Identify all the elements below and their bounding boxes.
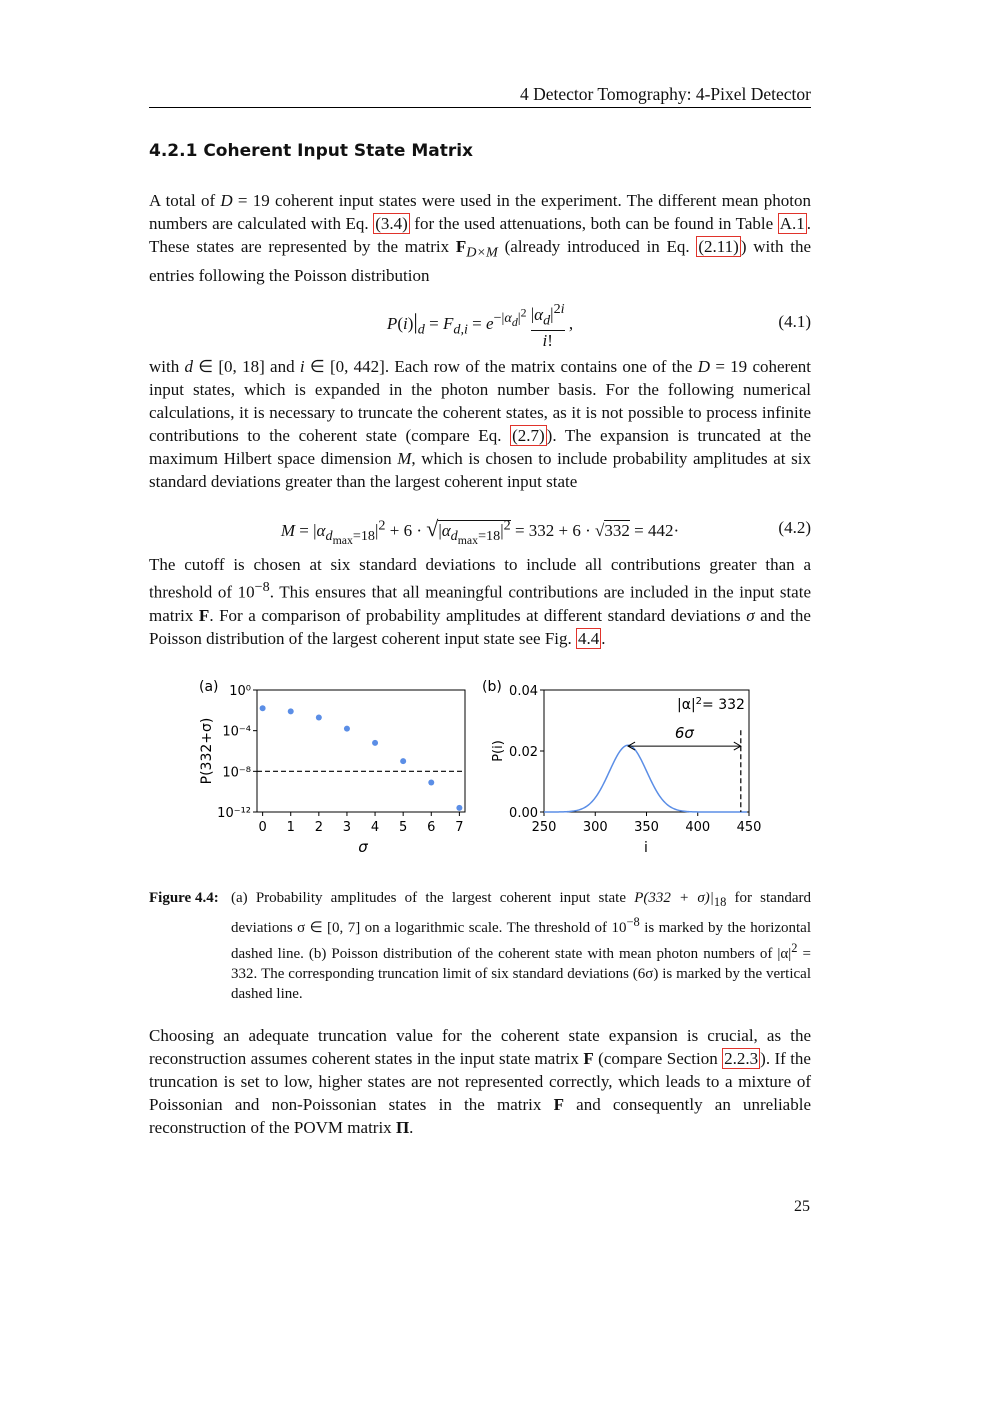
paragraph-truncation: with d ∈ [0, 18] and i ∈ [0, 442]. Each row of the matrix contains one of the D = 19 coherent input states, which is expanded in the photon number basis. For the following numerical calculations, it is necessary to truncate the coherent states, as it is not possible to process infinite contributions to the coherent state (compare Eq. (2.7) ). The expansion is truncated at the maximum Hilbert space dimension M, which is chosen to include probability amplitudes at six standard deviations greater than the largest coherent input state (149, 357, 811, 491)
equation-link-3-4[interactable]: (3.4) (375, 214, 408, 233)
equation-number: (4.1) (778, 312, 811, 331)
panel-a-label: (a) (199, 679, 219, 695)
data-point (260, 705, 266, 711)
x-tick-label: 450 (736, 820, 762, 835)
data-point (400, 758, 406, 764)
equation-number: (4.2) (778, 518, 811, 537)
caption-label: Figure 4.4: (149, 890, 219, 906)
six-sigma-label: 6σ (674, 724, 694, 743)
x-tick-label: 300 (582, 820, 608, 835)
panel-b (482, 679, 761, 856)
paragraph-intro: A total of D = 19 coherent input states were used in the experiment. The different mean photon numbers are calculated with Eq. (3.4) for the used attenuations, both can be found in Table A.1 . These states are represented by the matrix $F_{D\times M}$ (already introduced in Eq. (2.11) ) with the entries following the Poisson distribution (149, 191, 811, 286)
data-point (316, 714, 322, 720)
data-point (428, 780, 434, 786)
equation-4-1: $P(i)|_d = F_{d,i} = e^{-|\alpha_d|^2}$ $\frac{|\alpha_d|^{2i}}{i!}$ , (4.1) (386, 301, 811, 351)
panel-a-axes (257, 690, 465, 812)
data-point (344, 726, 350, 732)
equation-link-2-7[interactable]: (2.7) (512, 426, 545, 445)
panel-b-xlabel: i (644, 840, 648, 856)
figure-caption (149, 888, 811, 1004)
x-tick-label: 6 (427, 820, 436, 835)
x-tick-label: 4 (370, 820, 380, 835)
section-heading: 4.2.1 Coherent Input State Matrix (149, 141, 474, 161)
y-tick-label: 0.00 (509, 806, 538, 821)
panel-a-ylabel: P(332+σ) (199, 717, 215, 785)
data-point (288, 708, 294, 714)
x-tick-label: 1 (286, 820, 295, 835)
running-header (149, 84, 811, 108)
panel-b-label: (b) (482, 679, 502, 695)
x-tick-label: 400 (685, 820, 711, 835)
y-tick-label: 10⁻¹² (217, 806, 251, 821)
x-tick-label: 5 (399, 820, 408, 835)
caption-text: (a) Probability amplitudes of the largest coherent input state $P(332 + \sigma)|_{18}$ for standard deviations σ ∈ [0, 7] on a logarithmic scale. The threshold of $10^{-8}$ is marked by the horizontal dashed line. (b) Poisson distribution of the coherent state with mean photon numbers of $|\alpha|^2 = 332$. The corresponding truncation limit of six standard deviations (6σ) is marked by the vertical dashed line. (231, 890, 812, 1002)
paragraph-conclusion: Choosing an adequate truncation value for the coherent state expansion is crucial, as the reconstruction assumes coherent states in the input state matrix F (compare Section 2.2.3 ). If the truncation is set to low, higher states are not represented correctly, which leads to a mixture of Poissonian and non-Poissonian states in the matrix F and consequently an unreliable reconstruction of the POVM matrix Π. (149, 1026, 811, 1137)
x-tick-label: 0 (258, 820, 267, 835)
running-title: 4 Detector Tomography: 4-Pixel Detector (519, 84, 811, 104)
x-tick-label: 250 (531, 820, 557, 835)
y-tick-label: 10⁻⁴ (222, 724, 251, 740)
y-tick-label: 0.04 (509, 684, 538, 699)
alpha-annotation: $|\alpha|^2= 332$ (677, 696, 745, 713)
figure-link-4-4[interactable]: 4.4 (578, 628, 600, 648)
x-tick-label: 2 (314, 820, 323, 835)
figure-4-4 (180, 672, 800, 862)
x-tick-label: 3 (342, 820, 352, 835)
x-tick-label: 7 (455, 820, 464, 835)
paragraph-cutoff: The cutoff is chosen at six standard deviations to include all contributions greater than a threshold of $10^{-8}$. This ensures that all meaningful contributions are included in the input state matrix F. For a comparison of probability amplitudes at different standard deviations σ and the Poisson distribution of the largest coherent input state see Fig. 4.4 . (149, 555, 811, 648)
table-link-a-1[interactable]: A.1 (779, 214, 805, 233)
equation-4-2: $M = |\alpha_{d_{max}=18}|^2 + 6 \cdot √|\alpha_{d_{max}=18}|^2 = 332 + 6 \cdot √332 = 442\cdot$ (4.2) (280, 516, 811, 548)
y-tick-label: 10⁰ (229, 684, 251, 699)
y-tick-label: 10⁻⁸ (222, 765, 251, 781)
y-tick-label: 0.02 (509, 745, 538, 760)
panel-a-xlabel: σ (358, 838, 368, 856)
page-number: 25 (794, 1198, 810, 1215)
section-link-2-2-3[interactable]: 2.2.3 (724, 1049, 759, 1068)
poisson-curve (544, 745, 747, 812)
panel-a (199, 679, 465, 856)
data-point (372, 740, 378, 746)
panel-b-ylabel: P(i) (491, 740, 506, 762)
equation-link-2-11[interactable]: (2.11) (698, 237, 739, 256)
x-tick-label: 350 (634, 820, 659, 835)
data-point (456, 805, 462, 811)
